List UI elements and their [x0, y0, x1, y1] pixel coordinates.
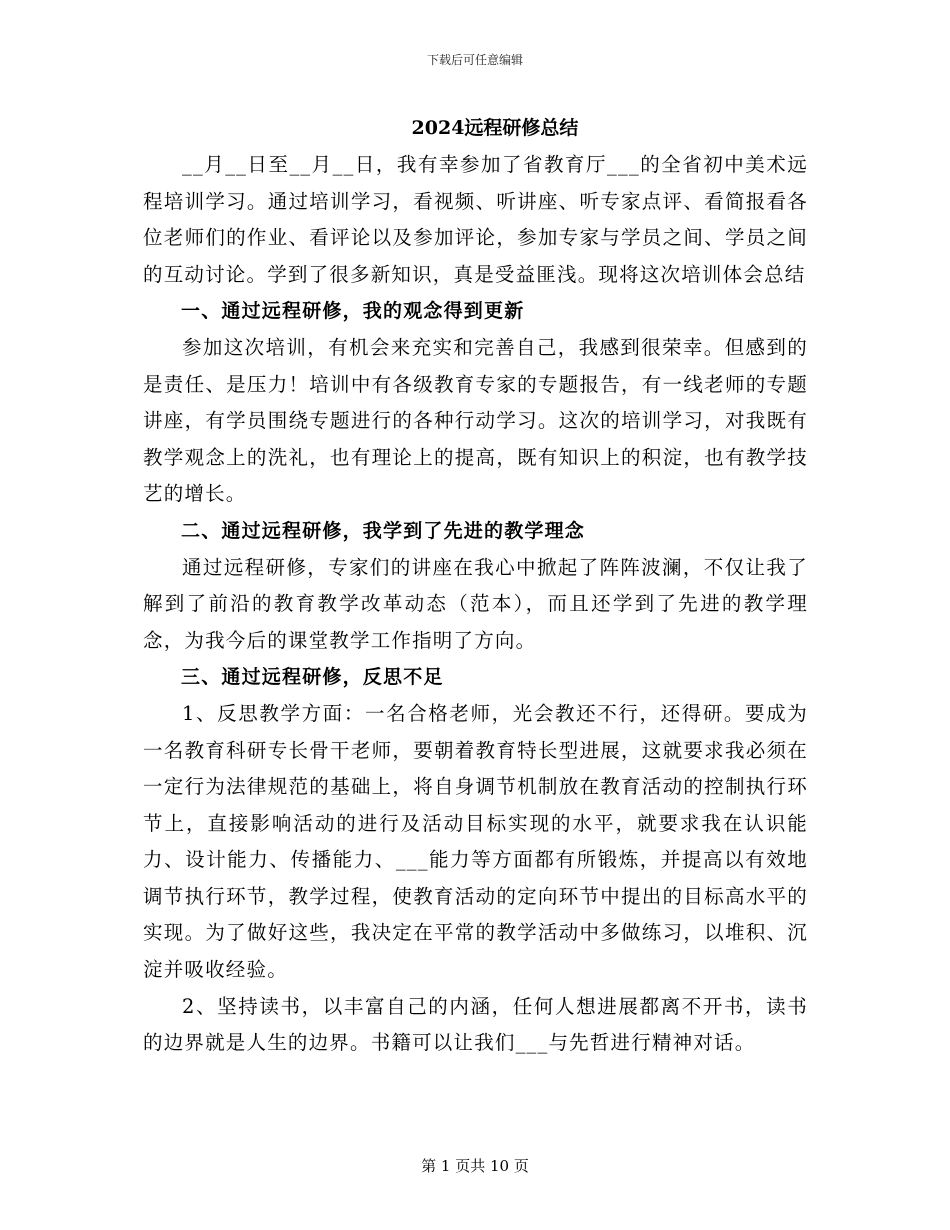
intro-paragraph: __月__日至__月__日，我有幸参加了省教育厅___的全省初中美术远程培训学习。通过培训学习，看视频、听讲座、听专家点评、看简报看各位老师们的作业、看评论以及参加评论，参加专家与学员之间、学员之间的互动讨论。学到了很多新知识，真是受益匪浅。现将这次培训体会总结	[143, 153, 808, 286]
section-2-heading: 二、通过远程研修，我学到了先进的教学理念	[181, 519, 586, 542]
document-body	[143, 147, 808, 1062]
section-3-heading: 三、通过远程研修，反思不足	[181, 666, 444, 689]
page-number: 第 1 页共 10 页	[421, 1157, 529, 1175]
section-1-heading: 一、通过远程研修，我的观念得到更新	[181, 300, 525, 323]
document-title: 2024远程研修总结	[411, 117, 579, 139]
section-1-paragraph: 参加这次培训，有机会来充实和完善自己，我感到很荣幸。但感到的是责任、是压力！培训中有各级教育专家的专题报告，有一线老师的专题讲座，有学员围绕专题进行的各种行动学习。这次的培训学习，对我既有教学观念上的洗礼，也有理论上的提高，既有知识上的积淀，也有教学技艺的增长。	[143, 335, 808, 506]
section-2-paragraph: 通过远程研修，专家们的讲座在我心中掀起了阵阵波澜，不仅让我了解到了前沿的教育教学改革动态（范本），而且还学到了先进的教学理念，为我今后的课堂教学工作指明了方向。	[143, 555, 808, 652]
section-3-paragraph-2: 2、坚持读书，以丰富自己的内涵，任何人想进展都离不开书，读书的边界就是人生的边界。书籍可以让我们___与先哲进行精神对话。	[143, 994, 808, 1055]
section-3-paragraph-1: 1、反思教学方面：一名合格老师，光会教还不行，还得研。要成为一名教育科研专长骨干老师，要朝着教育特长型进展，这就要求我必须在一定行为法律规范的基础上，将自身调节机制放在教育活动的控制执行环节上，直接影响活动的进行及活动目标实现的水平，就要求我在认识能力、设计能力、传播能力、___能力等方面都有所锻炼，并提高以有效地调节执行环节，教学过程，使教育活动的定向环节中提出的目标高水平的实现。为了做好这些，我决定在平常的教学活动中多做练习，以堆积、沉淀并吸收经验。	[143, 701, 808, 982]
page-header-note: 下载后可任意编辑	[426, 53, 523, 67]
